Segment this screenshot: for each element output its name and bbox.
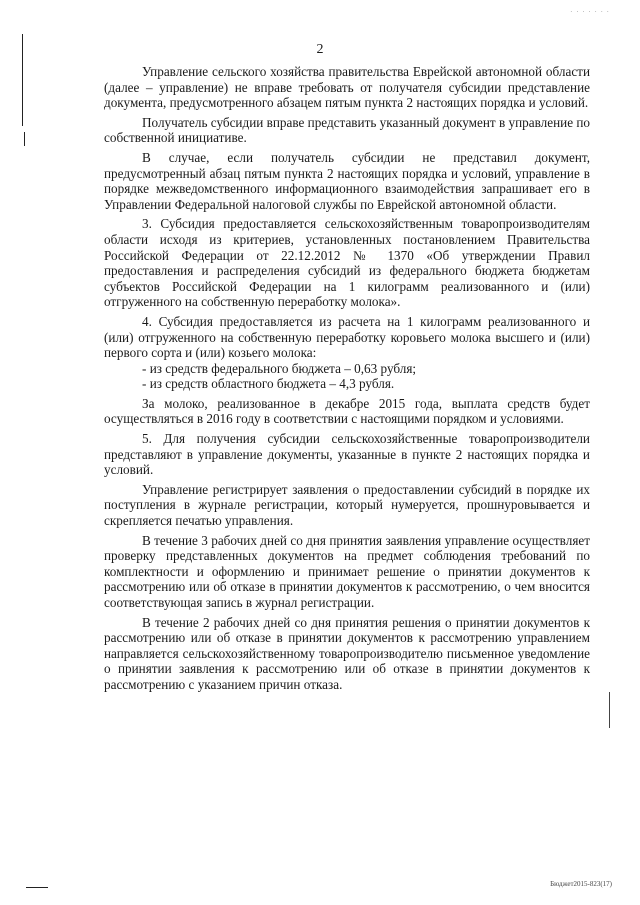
scan-artifact: · · · · · · · [570, 8, 610, 16]
paragraph: Получатель субсидии вправе представить указанный документ в управление по собственной инициативе. [104, 114, 590, 146]
document-body [104, 64, 590, 697]
footer-code: Бюджет2015-823(17) [550, 880, 612, 888]
paragraph: В случае, если получатель субсидии не представил документ, предусмотренный абзац пятым пункта 2 настоящих порядка и условий, управление в порядке межведомственного информационного взаимодействия запрашивает его в Управлении Федеральной налоговой службы по Еврейской автономной области. [104, 149, 590, 212]
paragraph: За молоко, реализованное в декабре 2015 года, выплата средств будет осуществляться в 2016 году в соответствии с настоящими порядком и условиями. [104, 395, 590, 427]
paragraph: Управление сельского хозяйства правительства Еврейской автономной области (далее – управление) не вправе требовать от получателя субсидии представление документа, предусмотренного абзацем пятым пункта 2 настоящих порядка и условий. [104, 64, 590, 111]
paragraph: Управление регистрирует заявления о предоставлении субсидий в порядке их поступления в журнале регистрации, который нумеруется, прошнуровывается и скрепляется печатью управления. [104, 481, 590, 529]
paragraph: В течение 3 рабочих дней со дня принятия заявления управление осуществляет проверку представленных документов на предмет соблюдения требований по комплектности и оформлению и принимает решение о принятии документов к рассмотрению или об отказе в принятии документов к рассмотрению, о чем вносится соответствующая запись в журнал регистрации. [104, 532, 590, 610]
margin-dash-bottom [26, 887, 48, 888]
list-item: - из средств областного бюджета – 4,3 рубля. [142, 376, 395, 392]
paragraph: 3. Субсидия предоставляется сельскохозяйственным товаропроизводителям области исходя из критериев, установленных постановлением Правительства Российской Федерации от 22.12.2012 № 1370 «Об утверждении Правил предоставления и распределения субсидий из федерального бюджета бюджетам субъектов Российской Федерации на 1 килограмм реализованного и (или) отгруженного на собственную переработку молока». [104, 216, 590, 310]
margin-line-right [609, 692, 610, 728]
paragraph: В течение 2 рабочих дней со дня принятия решения о принятии документов к рассмотрению или об отказе в принятии документов к рассмотрению управлением направляется сельскохозяйственному товаропроизводителю письменное уведомление о принятии заявления к рассмотрению или об отказе в принятии документов к рассмотрению с указанием причин отказа. [104, 614, 590, 692]
page-number: 2 [316, 42, 324, 57]
list-item: - из средств федерального бюджета – 0,63 рубля; [142, 360, 417, 376]
margin-tick-left [24, 132, 25, 146]
paragraph: 5. Для получения субсидии сельскохозяйственные товаропроизводители представляют в управление документы, указанные в пункте 2 настоящих порядка и условий. [104, 431, 590, 478]
paragraph: 4. Субсидия предоставляется из расчета на 1 килограмм реализованного и (или) отгруженного на собственную переработку коровьего молока высшего и (или) первого сорта и (или) козьего молока: [104, 313, 590, 361]
